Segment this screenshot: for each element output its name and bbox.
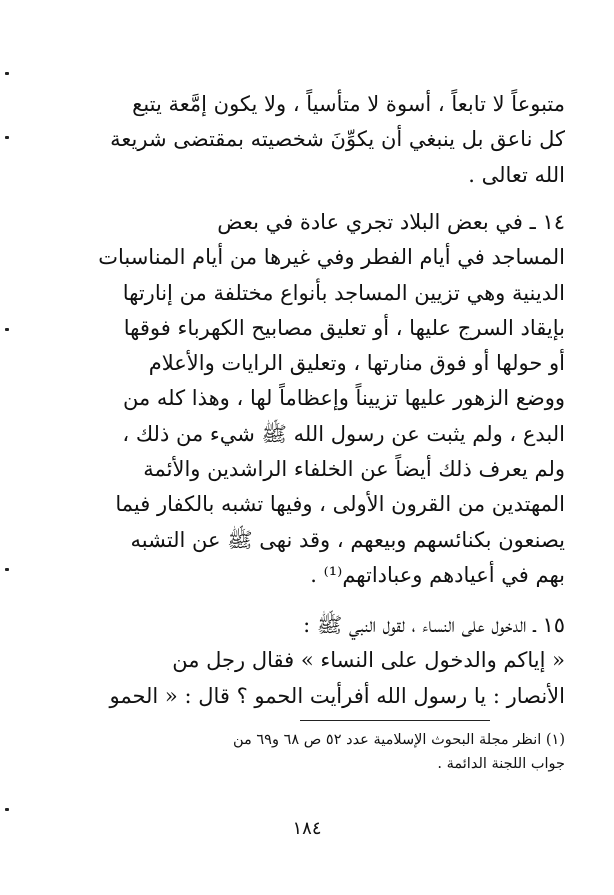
footnote-line: (١) انظر مجلة البحوث الإسلامية عدد ٥٢ ص ٦٨ و٦٩ من xyxy=(232,732,565,748)
text-line: الدينية وهي تزيين المساجد بأنواع مختلفة من إنارتها xyxy=(122,280,565,305)
text-line: المهتدين من القرون الأولى ، وفيها تشبه بالكفار فيما xyxy=(115,492,565,517)
footnote-divider xyxy=(300,720,490,721)
text-line: « إياكم والدخول على النساء » فقال رجل من xyxy=(172,648,565,673)
text-line: بهم في أعيادهم وعباداتهم⁽¹⁾ . xyxy=(310,562,565,587)
margin-mark xyxy=(5,328,9,331)
footnote xyxy=(60,728,565,776)
margin-mark xyxy=(5,808,9,811)
paragraph-item-14 xyxy=(60,205,565,593)
paragraph-continuation xyxy=(60,87,565,193)
text-line: متبوعاً لا تابعاً ، أسوة لا متأسياً ، ولا يكون إمَّعة يتبع xyxy=(132,92,565,116)
margin-mark xyxy=(5,72,9,75)
text-line: ولم يعرف ذلك أيضاً عن الخلفاء الراشدين والأئمة xyxy=(143,457,565,482)
footnote-line: جواب اللجنة الدائمة . xyxy=(437,756,565,772)
text-line: يصنعون بكنائسهم وبيعهم ، وقد نهى ﷺ عن التشبه xyxy=(130,527,565,552)
page-number: ١٨٤ xyxy=(292,818,322,839)
text-line: المساجد في أيام الفطر وفي غيرها من أيام المناسبات xyxy=(98,245,565,270)
margin-mark xyxy=(5,136,9,139)
margin-mark xyxy=(5,568,9,571)
text-line: ١٥ ـ الدخول على النساء ، لقول النبي ﷺ : xyxy=(303,613,565,637)
text-line: الله تعالى . xyxy=(468,162,565,187)
text-line: الأنصار : يا رسول الله أفرأيت الحمو ؟ قال : « الحمو xyxy=(109,683,565,708)
paragraph-item-15 xyxy=(60,608,565,714)
text-line: ووضع الزهور عليها تزييناً وإعظاماً لها ، وهذا كله من xyxy=(122,386,565,411)
text-line: بإيقاد السرج عليها ، أو تعليق مصابيح الكهرباء فوقها xyxy=(123,315,565,340)
text-line: أو حولها أو فوق منارتها ، وتعليق الرايات والأعلام xyxy=(148,351,565,376)
text-line: كل ناعق بل ينبغي أن يكوِّنَ شخصيته بمقتضى شريعة xyxy=(110,127,565,152)
text-line: البدع ، ولم يثبت عن رسول الله ﷺ شيء من ذلك ، xyxy=(122,421,565,446)
text-line: ١٤ ـ في بعض البلاد تجري عادة في بعض xyxy=(217,210,565,234)
